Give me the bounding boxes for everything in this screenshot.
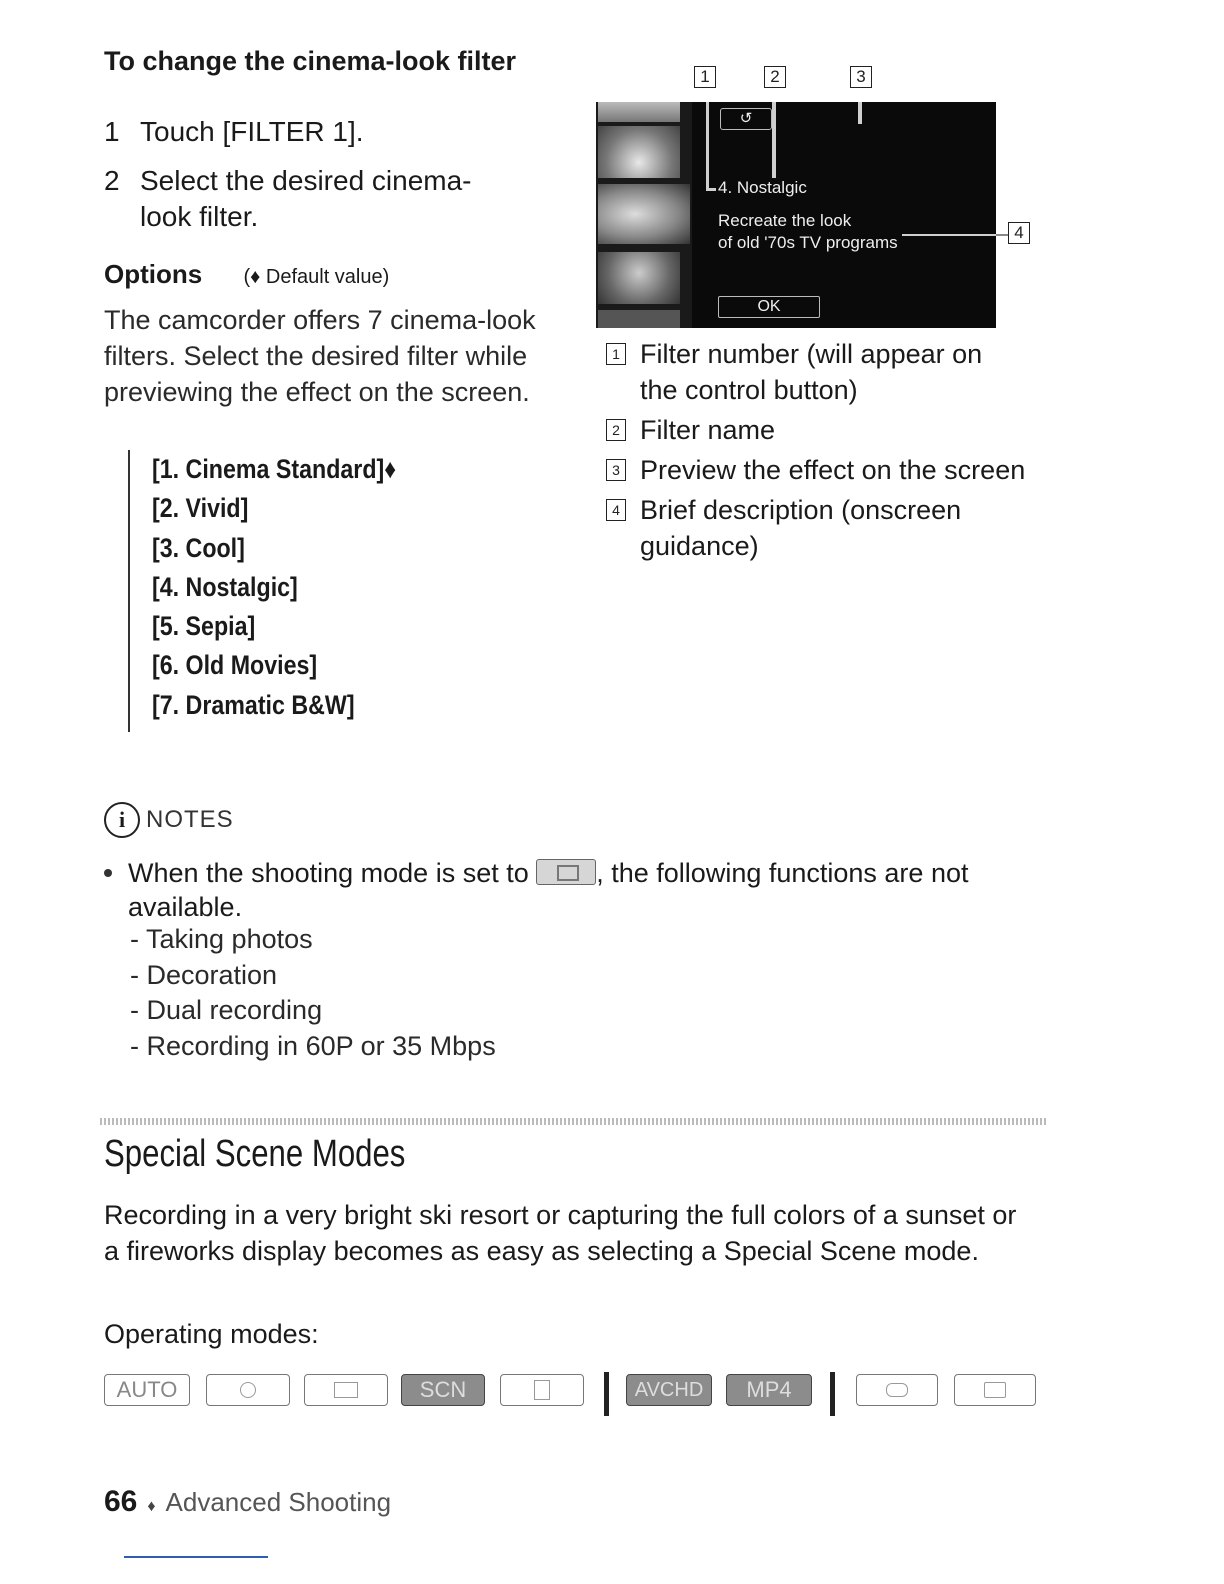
callout-line-3 [858,102,862,124]
notes-items [130,922,496,1064]
step-text: Select the desired cinema-look filter. [140,165,472,232]
notes-title: NOTES [146,806,234,833]
mode-avchd-button[interactable] [626,1374,712,1406]
callout-3: 3 [850,66,872,88]
mode-movie-button[interactable] [856,1374,938,1406]
filter-option: [1. Cinema Standard]♦ [152,454,397,484]
options-title: Options [104,259,203,289]
legend-text: Filter name [640,415,776,445]
legend [606,336,1026,564]
step-number: 1 [104,116,120,147]
legend-item [606,492,1026,564]
lcd-screen [596,102,996,328]
description-line: Recreate the look [718,211,852,230]
filter-option: [2. Vivid] [152,493,249,524]
preview-thumbnail [598,184,690,244]
notes-item: - Recording in 60P or 35 Mbps [130,1030,496,1061]
operating-modes-label: Operating modes: [104,1319,319,1349]
camera-screen-illustration [560,58,1040,338]
step-2 [104,163,524,235]
filter-description [718,210,898,254]
mode-baby-button[interactable] [206,1374,290,1406]
thumbnail-strip [596,102,692,328]
filter-title: 4. Nostalgic [718,178,807,197]
page-number: 66 [104,1485,138,1518]
ok-button[interactable]: OK [718,296,820,318]
callout-4: 4 [1008,222,1030,244]
step-1 [104,114,364,150]
mode-label: MP4 [746,1377,792,1402]
legend-number: 4 [606,499,626,521]
options-note: (♦ Default value) [243,266,390,288]
callout-line-2 [772,102,776,178]
preview-thumbnail [598,126,680,178]
preview-thumbnail [598,252,680,304]
filter-list-rule [128,450,130,732]
footer-bullet: ♦ [147,1498,156,1515]
chapter-name: Advanced Shooting [165,1487,392,1517]
section-body: Recording in a very bright ski resort or capturing the full colors of a sunset or a fireworks display becomes as easy as selecting a Special Scene mode. [104,1200,1017,1266]
step-text: Touch [FILTER 1]. [140,116,364,147]
mode-label: AUTO [116,1377,178,1402]
filter-option: [3. Cool] [152,532,245,563]
callout-line-1 [706,102,709,190]
legend-text: Filter number (will appear on the control button) [640,339,983,405]
filter-option: [4. Nostalgic] [152,571,298,602]
mode-photo-button[interactable] [954,1374,1036,1406]
filter-option: [5. Sepia] [152,611,256,642]
legend-item [606,452,1026,488]
program-icon [534,1380,550,1400]
step-number: 2 [104,165,120,196]
baby-icon [240,1382,256,1398]
preview-thumbnail [598,310,680,328]
bullet-text-before: When the shooting mode is set to [128,858,529,888]
callout-2: 2 [764,66,786,88]
bullet-text [128,856,1054,924]
callout-1: 1 [694,66,716,88]
mode-separator [604,1372,609,1416]
camera-icon [984,1382,1006,1398]
back-button[interactable] [720,108,772,130]
legend-number: 1 [606,343,626,365]
notes-item: - Dual recording [130,995,323,1025]
mode-separator [830,1372,835,1416]
options-header [104,258,389,293]
legend-number: 3 [606,459,626,481]
mode-mp4-button[interactable] [726,1374,812,1406]
notes-header [104,800,234,840]
legend-item [606,412,1026,448]
filter-option: [7. Dramatic B&W] [152,689,355,720]
notes-item: - Decoration [130,959,278,990]
movie-icon [886,1383,908,1397]
bullet-text-after: , the following functions are not available. [128,858,969,922]
notes-item: - Taking photos [130,924,313,954]
callout-line-1-foot [706,188,716,191]
filter-list [152,450,436,725]
cinema-icon [334,1382,358,1398]
cinema-mode-icon [536,859,596,885]
mode-program-button[interactable] [500,1374,584,1406]
callout-line-4-ext [996,234,1008,236]
section-divider [100,1118,1048,1125]
notes-bullet [104,856,1054,924]
callout-line-4 [902,234,996,236]
legend-item [606,336,1026,408]
section-title: Special Scene Modes [104,1133,406,1175]
filter-option: [6. Old Movies] [152,650,318,681]
description-line: of old '70s TV programs [718,233,898,252]
mode-label: AVCHD [634,1379,704,1401]
section-heading: To change the cinema-look filter [104,46,517,76]
info-icon: i [104,802,140,838]
options-intro: The camcorder offers 7 cinema-look filters. Select the desired filter while previewing the effect on the screen. [104,305,536,407]
back-icon: ↺ [739,110,753,127]
page-footer [104,1484,391,1525]
mode-label: SCN [419,1377,467,1402]
mode-scn-button[interactable] [401,1374,485,1406]
legend-number: 2 [606,419,626,441]
mode-cinema-button[interactable] [304,1374,388,1406]
mode-auto-button[interactable] [104,1374,190,1406]
bullet-dot [104,869,112,877]
footer-rule [124,1556,268,1558]
legend-text: Brief description (onscreen guidance) [640,495,962,561]
legend-text: Preview the effect on the screen [640,455,1026,485]
preview-thumbnail [598,102,680,122]
